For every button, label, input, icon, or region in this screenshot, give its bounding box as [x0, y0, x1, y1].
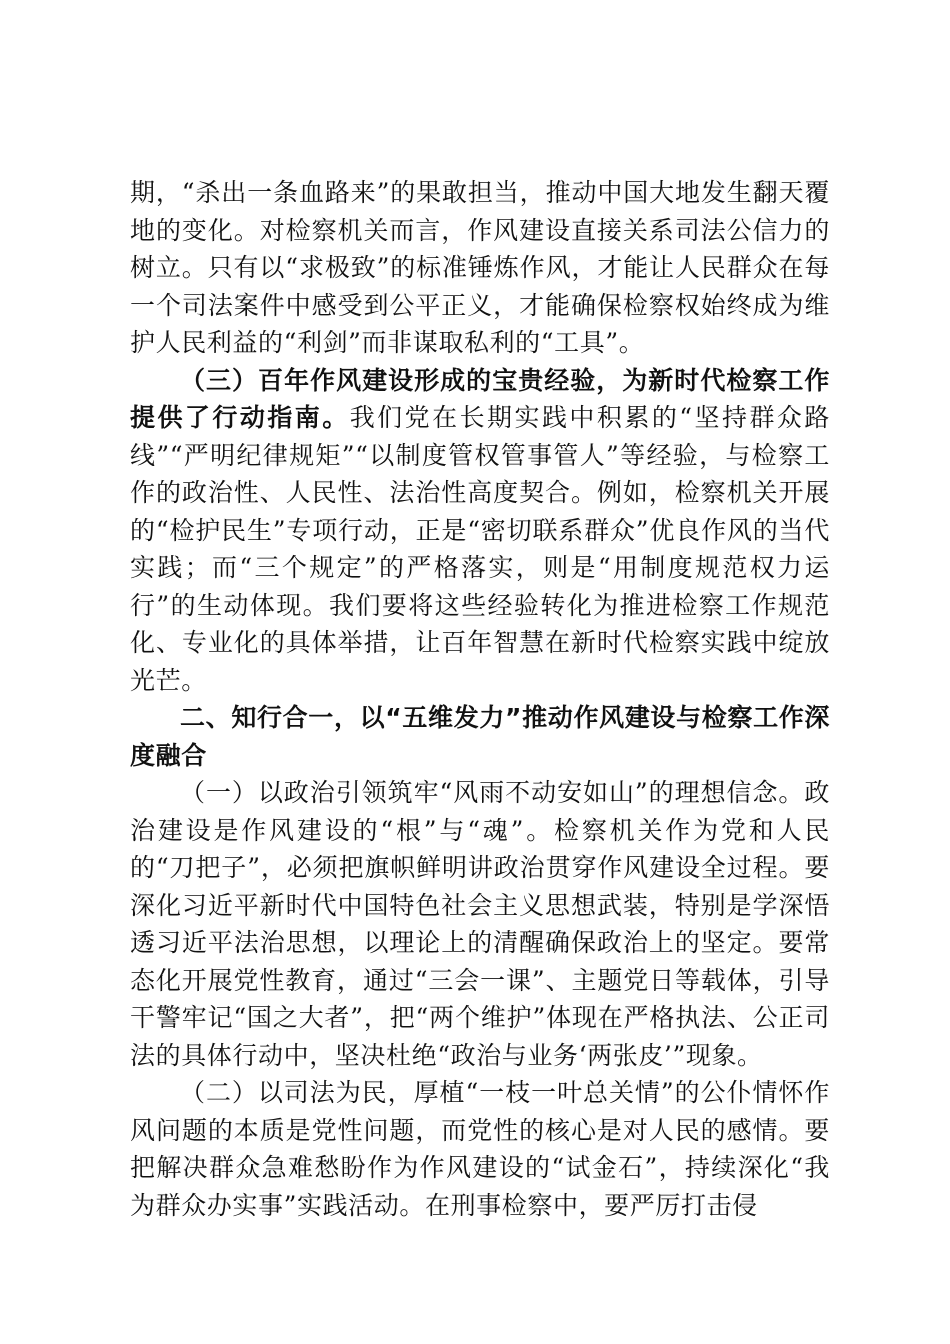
paragraph-body: 作风问题的本质是党性问题，而党性的核心是对人民的感情。要把解决群众急难愁盼作为作风建设的“试金石”，持续深化“我为群众办实事”实践活动。在刑事检察中，要严厉打击侵: [130, 1078, 830, 1220]
section-heading-2: 二、知行合一，以“五维发力”推动作风建设与检察工作深度融合: [130, 703, 830, 770]
subheading-2-1: （一）以政治引领筑牢“风雨不动安如山”的理想信念。: [180, 778, 805, 807]
paragraph-body: 期，“杀出一条血路来”的果敢担当，推动中国大地发生翻天覆地的变化。对检察机关而言，作风建设直接关系司法公信力的树立。只有以“求极致”的标准锤炼作风，才能让人民群众在每一个司法案件中感受到公平正义，才能确保检察权始终成为维护人民利益的“利剑”而非谋取私利的“工具”。: [130, 178, 830, 357]
paragraph-section-2-1: [130, 774, 830, 1074]
paragraph-body: 我们党在长期实践中积累的“坚持群众路线”“严明纪律规矩”“以制度管权管事管人”等经验，与检察工作的政治性、人民性、法治性高度契合。例如，检察机关开展的“检护民生”专项行动，正是“密切联系群众”优良作风的当代实践；而“三个规定”的严格落实，则是“用制度规范权力运行”的生动体现。我们要将这些经验转化为推进检察工作规范化、专业化的具体举措，让百年智慧在新时代检察实践中绽放光芒。: [130, 403, 830, 695]
paragraph-section-2-2: [130, 1074, 830, 1224]
document-page: [130, 174, 830, 1224]
paragraph-section-1-3: [130, 362, 830, 700]
paragraph-body: 政治建设是作风建设的“根”与“魂”。检察机关作为党和人民的“刀把子”，必须把旗帜鲜明讲政治贯穿作风建设全过程。要深化习近平新时代中国特色社会主义思想武装，特别是学深悟透习近平法治思想，以理论上的清醒确保政治上的坚定。要常态化开展党性教育，通过“三会一课”、主题党日等载体，引导干警牢记“国之大者”，把“两个维护”体现在严格执法、公正司法的具体行动中，坚决杜绝“政治与业务‘两张皮’”现象。: [130, 778, 830, 1070]
subheading-1-3: （三）百年作风建设形成的宝贵经验，为新时代检察工作提供了行动指南。: [130, 365, 830, 432]
paragraph-continuation: [130, 174, 830, 362]
subheading-2-2: （二）以司法为民，厚植“一枝一叶总关情”的公仆情怀: [180, 1078, 805, 1107]
